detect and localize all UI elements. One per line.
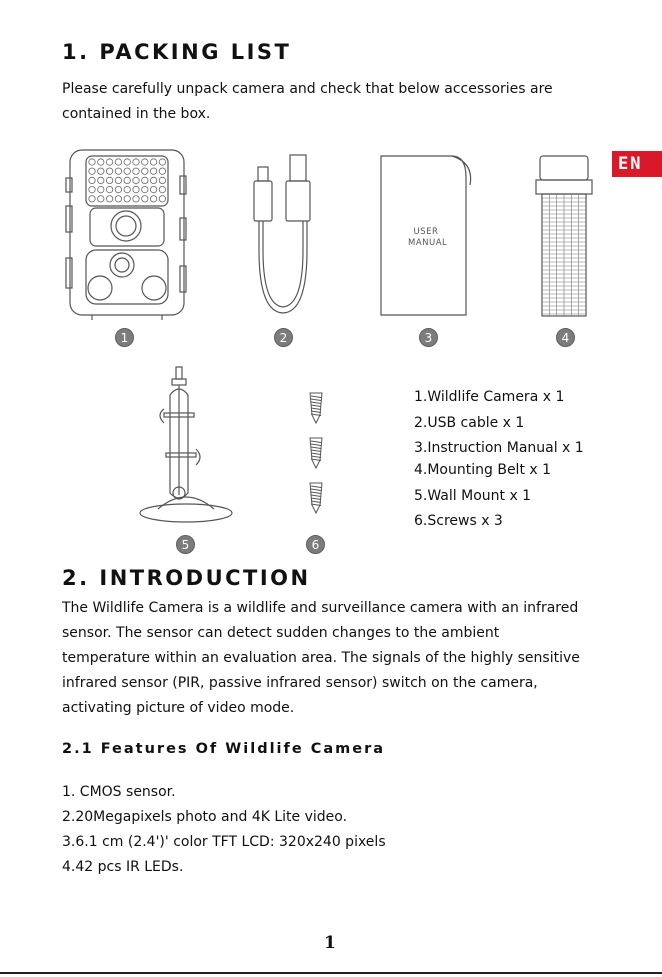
packing-item-5: 5.Wall Mount x 1 [414,488,532,504]
packing-item-2: 2.USB cable x 1 [414,415,525,431]
features-heading: 2.1 Features Of Wildlife Camera [62,741,386,757]
marker-2: 2 [274,328,293,347]
manual-cover-line-1: USER [413,227,439,237]
packing-item-1: 1.Wildlife Camera x 1 [414,389,565,405]
marker-6: 6 [306,535,325,554]
mounting-belt-illustration [534,155,598,320]
intro-line-4: infrared sensor (PIR, passive infrared sensor) switch on the camera, [62,675,538,691]
packing-list-heading: 1. PACKING LIST [62,40,292,64]
packing-item-6: 6.Screws x 3 [414,513,503,529]
wildlife-camera-illustration [62,148,192,318]
marker-5: 5 [176,535,195,554]
feature-item-2: 2.20Megapixels photo and 4K Lite video. [62,809,348,825]
packing-item-3: 3.Instruction Manual x 1 [414,440,584,456]
intro-line-1: The Wildlife Camera is a wildlife and surveillance camera with an infrared [62,600,579,616]
page-number: 1 [324,933,336,953]
introduction-heading: 2. INTRODUCTION [62,566,311,590]
packing-intro-line-2: contained in the box. [62,106,211,122]
marker-1: 1 [115,328,134,347]
feature-item-3: 3.6.1 cm (2.4')' color TFT LCD: 320x240 pixels [62,834,386,850]
wall-mount-illustration [138,365,248,525]
packing-intro-line-1: Please carefully unpack camera and check that below accessories are [62,81,553,97]
intro-line-5: activating picture of video mode. [62,700,295,716]
packing-item-4: 4.Mounting Belt x 1 [414,462,552,478]
screws-illustration [308,393,328,523]
language-tab: EN [612,151,662,177]
footer-rule [0,972,662,974]
usb-cable-illustration [248,155,318,315]
marker-4: 4 [556,328,575,347]
intro-line-3: temperature within an evaluation area. The signals of the highly sensitive [62,650,580,666]
manual-cover-line-2: MANUAL [408,238,448,248]
feature-item-4: 4.42 pcs IR LEDs. [62,859,184,875]
marker-3: 3 [419,328,438,347]
intro-line-2: sensor. The sensor can detect sudden changes to the ambient [62,625,500,641]
feature-item-1: 1. CMOS sensor. [62,784,176,800]
